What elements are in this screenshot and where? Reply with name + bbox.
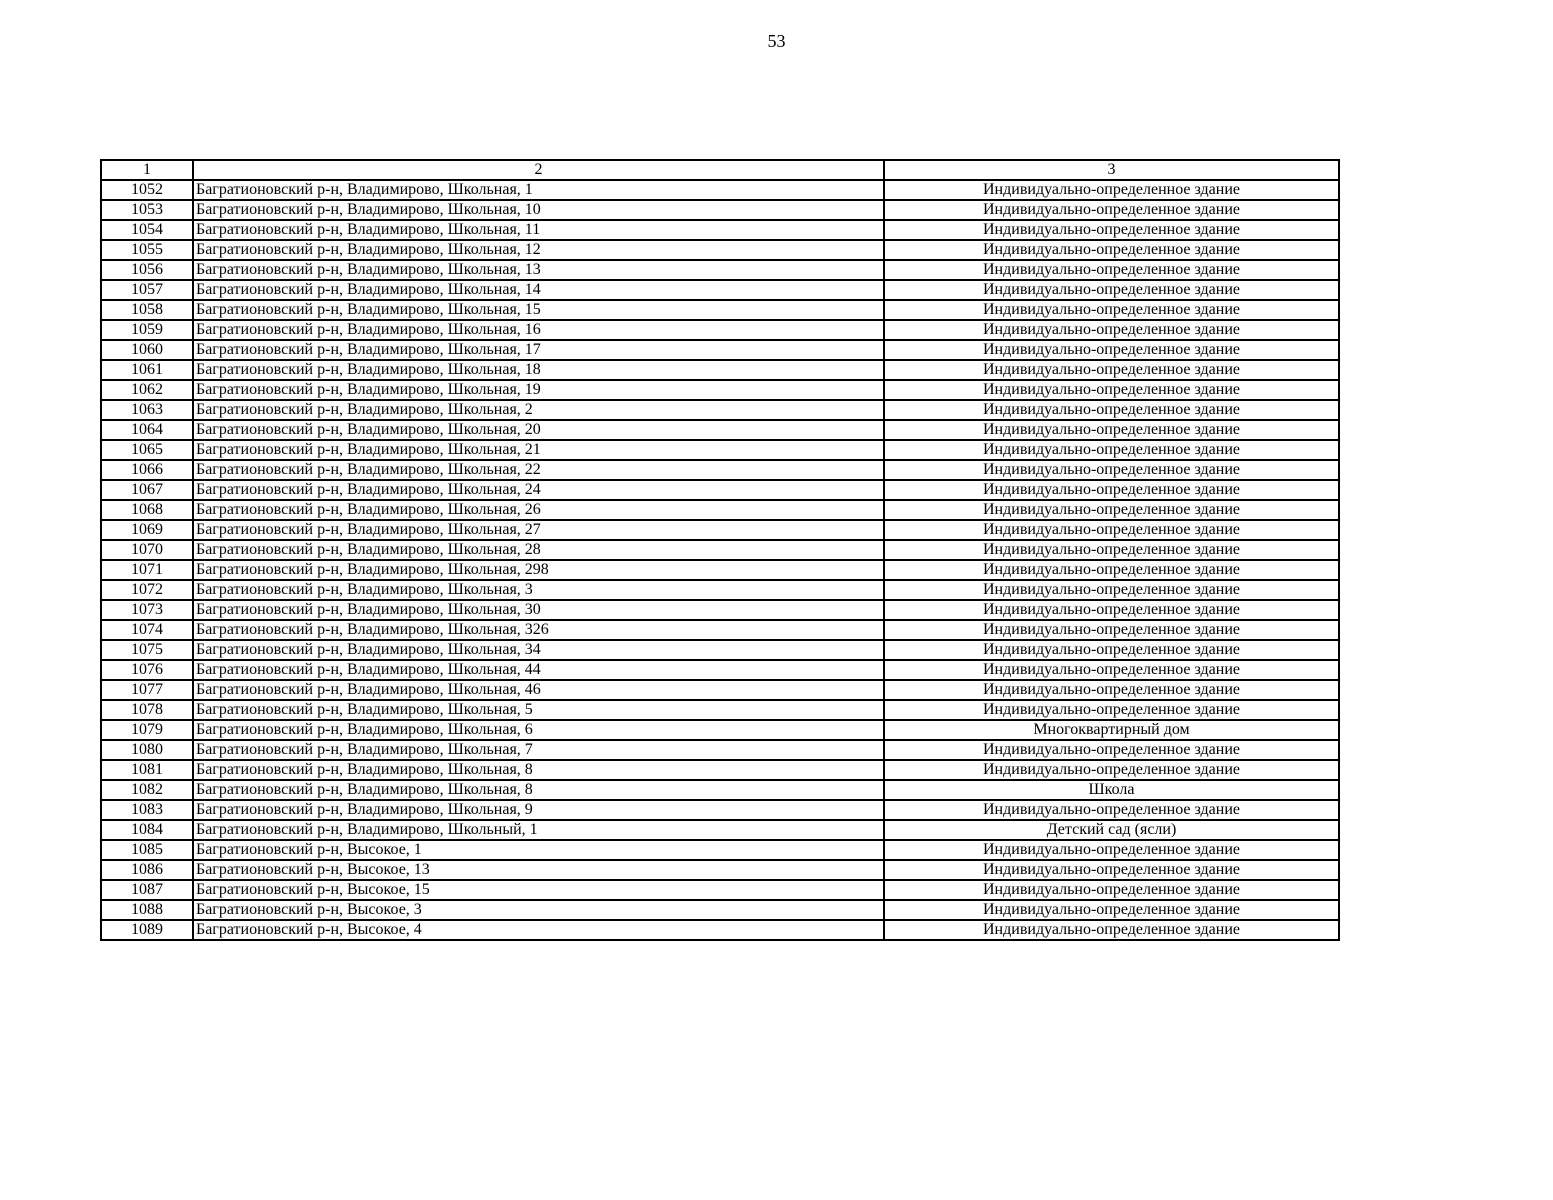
cell-object-type: Индивидуально-определенное здание: [884, 660, 1339, 680]
table-row: [101, 440, 1339, 460]
cell-object-type: Многоквартирный дом: [884, 720, 1339, 740]
cell-number: 1080: [101, 740, 193, 760]
cell-number: 1086: [101, 860, 193, 880]
table-row: [101, 380, 1339, 400]
cell-address: Багратионовский р-н, Владимирово, Школьная, 34: [193, 640, 884, 660]
cell-object-type: Индивидуально-определенное здание: [884, 600, 1339, 620]
cell-address: Багратионовский р-н, Владимирово, Школьная, 18: [193, 360, 884, 380]
cell-address: Багратионовский р-н, Владимирово, Школьная, 2: [193, 400, 884, 420]
cell-number: 1063: [101, 400, 193, 420]
table-row: [101, 900, 1339, 920]
cell-number: 1075: [101, 640, 193, 660]
cell-number: 1088: [101, 900, 193, 920]
cell-address: Багратионовский р-н, Владимирово, Школьная, 7: [193, 740, 884, 760]
cell-address: Багратионовский р-н, Владимирово, Школьная, 11: [193, 220, 884, 240]
table-row: [101, 420, 1339, 440]
table-row: [101, 720, 1339, 740]
cell-number: 1081: [101, 760, 193, 780]
cell-address: Багратионовский р-н, Владимирово, Школьная, 13: [193, 260, 884, 280]
cell-object-type: Индивидуально-определенное здание: [884, 860, 1339, 880]
header-cell-address: 2: [193, 160, 884, 180]
table-row: [101, 540, 1339, 560]
table-row: [101, 360, 1339, 380]
table-row: [101, 580, 1339, 600]
table-row: [101, 920, 1339, 940]
cell-object-type: Индивидуально-определенное здание: [884, 920, 1339, 940]
table-row: [101, 400, 1339, 420]
cell-address: Багратионовский р-н, Владимирово, Школьная, 8: [193, 780, 884, 800]
cell-object-type: Индивидуально-определенное здание: [884, 760, 1339, 780]
cell-address: Багратионовский р-н, Владимирово, Школьная, 22: [193, 460, 884, 480]
cell-object-type: Индивидуально-определенное здание: [884, 740, 1339, 760]
cell-object-type: Индивидуально-определенное здание: [884, 340, 1339, 360]
cell-object-type: Индивидуально-определенное здание: [884, 680, 1339, 700]
cell-number: 1078: [101, 700, 193, 720]
cell-number: 1062: [101, 380, 193, 400]
cell-object-type: Индивидуально-определенное здание: [884, 320, 1339, 340]
cell-address: Багратионовский р-н, Владимирово, Школьная, 8: [193, 760, 884, 780]
cell-number: 1076: [101, 660, 193, 680]
cell-number: 1074: [101, 620, 193, 640]
cell-address: Багратионовский р-н, Владимирово, Школьная, 3: [193, 580, 884, 600]
cell-number: 1058: [101, 300, 193, 320]
table-row: [101, 740, 1339, 760]
cell-address: Багратионовский р-н, Владимирово, Школьная, 12: [193, 240, 884, 260]
cell-object-type: Индивидуально-определенное здание: [884, 560, 1339, 580]
cell-address: Багратионовский р-н, Владимирово, Школьный, 1: [193, 820, 884, 840]
cell-address: Багратионовский р-н, Высокое, 4: [193, 920, 884, 940]
cell-object-type: Индивидуально-определенное здание: [884, 480, 1339, 500]
cell-address: Багратионовский р-н, Владимирово, Школьная, 17: [193, 340, 884, 360]
cell-number: 1079: [101, 720, 193, 740]
cell-number: 1084: [101, 820, 193, 840]
cell-address: Багратионовский р-н, Высокое, 1: [193, 840, 884, 860]
table-row: [101, 680, 1339, 700]
cell-number: 1089: [101, 920, 193, 940]
cell-address: Багратионовский р-н, Владимирово, Школьная, 19: [193, 380, 884, 400]
cell-address: Багратионовский р-н, Владимирово, Школьная, 21: [193, 440, 884, 460]
cell-number: 1070: [101, 540, 193, 560]
table-row: [101, 660, 1339, 680]
cell-object-type: Индивидуально-определенное здание: [884, 380, 1339, 400]
cell-number: 1082: [101, 780, 193, 800]
cell-address: Багратионовский р-н, Владимирово, Школьная, 44: [193, 660, 884, 680]
cell-object-type: Индивидуально-определенное здание: [884, 880, 1339, 900]
cell-address: Багратионовский р-н, Высокое, 13: [193, 860, 884, 880]
cell-number: 1066: [101, 460, 193, 480]
cell-number: 1055: [101, 240, 193, 260]
cell-address: Багратионовский р-н, Владимирово, Школьная, 27: [193, 520, 884, 540]
header-cell-number: 1: [101, 160, 193, 180]
table-row: [101, 280, 1339, 300]
cell-object-type: Индивидуально-определенное здание: [884, 520, 1339, 540]
cell-address: Багратионовский р-н, Владимирово, Школьная, 26: [193, 500, 884, 520]
cell-object-type: Индивидуально-определенное здание: [884, 580, 1339, 600]
table-row: [101, 800, 1339, 820]
table-row: [101, 620, 1339, 640]
cell-object-type: Индивидуально-определенное здание: [884, 800, 1339, 820]
cell-number: 1060: [101, 340, 193, 360]
table-row: [101, 480, 1339, 500]
table-row: [101, 560, 1339, 580]
cell-object-type: Индивидуально-определенное здание: [884, 180, 1339, 200]
cell-address: Багратионовский р-н, Владимирово, Школьная, 20: [193, 420, 884, 440]
cell-object-type: Школа: [884, 780, 1339, 800]
table-row: [101, 820, 1339, 840]
table-row: [101, 640, 1339, 660]
cell-number: 1059: [101, 320, 193, 340]
cell-number: 1057: [101, 280, 193, 300]
cell-object-type: Индивидуально-определенное здание: [884, 200, 1339, 220]
table-row: [101, 880, 1339, 900]
cell-object-type: Индивидуально-определенное здание: [884, 260, 1339, 280]
cell-object-type: Индивидуально-определенное здание: [884, 500, 1339, 520]
table-row: [101, 240, 1339, 260]
cell-address: Багратионовский р-н, Высокое, 3: [193, 900, 884, 920]
cell-number: 1068: [101, 500, 193, 520]
cell-object-type: Индивидуально-определенное здание: [884, 360, 1339, 380]
table-row: [101, 200, 1339, 220]
cell-address: Багратионовский р-н, Владимирово, Школьная, 46: [193, 680, 884, 700]
table-row: [101, 260, 1339, 280]
cell-object-type: Индивидуально-определенное здание: [884, 420, 1339, 440]
cell-number: 1064: [101, 420, 193, 440]
table-row: [101, 780, 1339, 800]
cell-address: Багратионовский р-н, Владимирово, Школьная, 28: [193, 540, 884, 560]
table-row: [101, 300, 1339, 320]
table-row: [101, 340, 1339, 360]
table-body: [101, 160, 1339, 940]
table-row: [101, 180, 1339, 200]
cell-address: Багратионовский р-н, Владимирово, Школьная, 298: [193, 560, 884, 580]
cell-address: Багратионовский р-н, Владимирово, Школьная, 9: [193, 800, 884, 820]
cell-address: Багратионовский р-н, Высокое, 15: [193, 880, 884, 900]
cell-address: Багратионовский р-н, Владимирово, Школьная, 5: [193, 700, 884, 720]
cell-address: Багратионовский р-н, Владимирово, Школьная, 326: [193, 620, 884, 640]
cell-number: 1072: [101, 580, 193, 600]
cell-object-type: Индивидуально-определенное здание: [884, 900, 1339, 920]
cell-object-type: Индивидуально-определенное здание: [884, 840, 1339, 860]
table-row: [101, 840, 1339, 860]
cell-address: Багратионовский р-н, Владимирово, Школьная, 6: [193, 720, 884, 740]
table-row: [101, 320, 1339, 340]
table-row: [101, 760, 1339, 780]
cell-number: 1053: [101, 200, 193, 220]
cell-number: 1052: [101, 180, 193, 200]
cell-number: 1085: [101, 840, 193, 860]
page-number: 53: [767, 31, 786, 51]
registry-table: [100, 159, 1340, 941]
cell-address: Багратионовский р-н, Владимирово, Школьная, 24: [193, 480, 884, 500]
cell-number: 1073: [101, 600, 193, 620]
cell-address: Багратионовский р-н, Владимирово, Школьная, 14: [193, 280, 884, 300]
cell-number: 1056: [101, 260, 193, 280]
cell-object-type: Индивидуально-определенное здание: [884, 220, 1339, 240]
cell-number: 1077: [101, 680, 193, 700]
cell-address: Багратионовский р-н, Владимирово, Школьная, 10: [193, 200, 884, 220]
cell-object-type: Индивидуально-определенное здание: [884, 440, 1339, 460]
cell-object-type: Индивидуально-определенное здание: [884, 460, 1339, 480]
cell-number: 1083: [101, 800, 193, 820]
table-row: [101, 600, 1339, 620]
cell-object-type: Детский сад (ясли): [884, 820, 1339, 840]
cell-number: 1087: [101, 880, 193, 900]
cell-object-type: Индивидуально-определенное здание: [884, 640, 1339, 660]
cell-number: 1067: [101, 480, 193, 500]
cell-object-type: Индивидуально-определенное здание: [884, 540, 1339, 560]
cell-number: 1054: [101, 220, 193, 240]
cell-object-type: Индивидуально-определенное здание: [884, 400, 1339, 420]
cell-address: Багратионовский р-н, Владимирово, Школьная, 30: [193, 600, 884, 620]
cell-number: 1061: [101, 360, 193, 380]
table-row: [101, 700, 1339, 720]
header-cell-type: 3: [884, 160, 1339, 180]
cell-number: 1065: [101, 440, 193, 460]
cell-object-type: Индивидуально-определенное здание: [884, 300, 1339, 320]
cell-number: 1069: [101, 520, 193, 540]
cell-object-type: Индивидуально-определенное здание: [884, 620, 1339, 640]
table-row: [101, 860, 1339, 880]
cell-address: Багратионовский р-н, Владимирово, Школьная, 15: [193, 300, 884, 320]
cell-object-type: Индивидуально-определенное здание: [884, 240, 1339, 260]
cell-number: 1071: [101, 560, 193, 580]
cell-object-type: Индивидуально-определенное здание: [884, 700, 1339, 720]
table-header-row: [101, 160, 1339, 180]
table-row: [101, 520, 1339, 540]
cell-object-type: Индивидуально-определенное здание: [884, 280, 1339, 300]
cell-address: Багратионовский р-н, Владимирово, Школьная, 16: [193, 320, 884, 340]
table-row: [101, 500, 1339, 520]
table-row: [101, 460, 1339, 480]
table-row: [101, 220, 1339, 240]
cell-address: Багратионовский р-н, Владимирово, Школьная, 1: [193, 180, 884, 200]
